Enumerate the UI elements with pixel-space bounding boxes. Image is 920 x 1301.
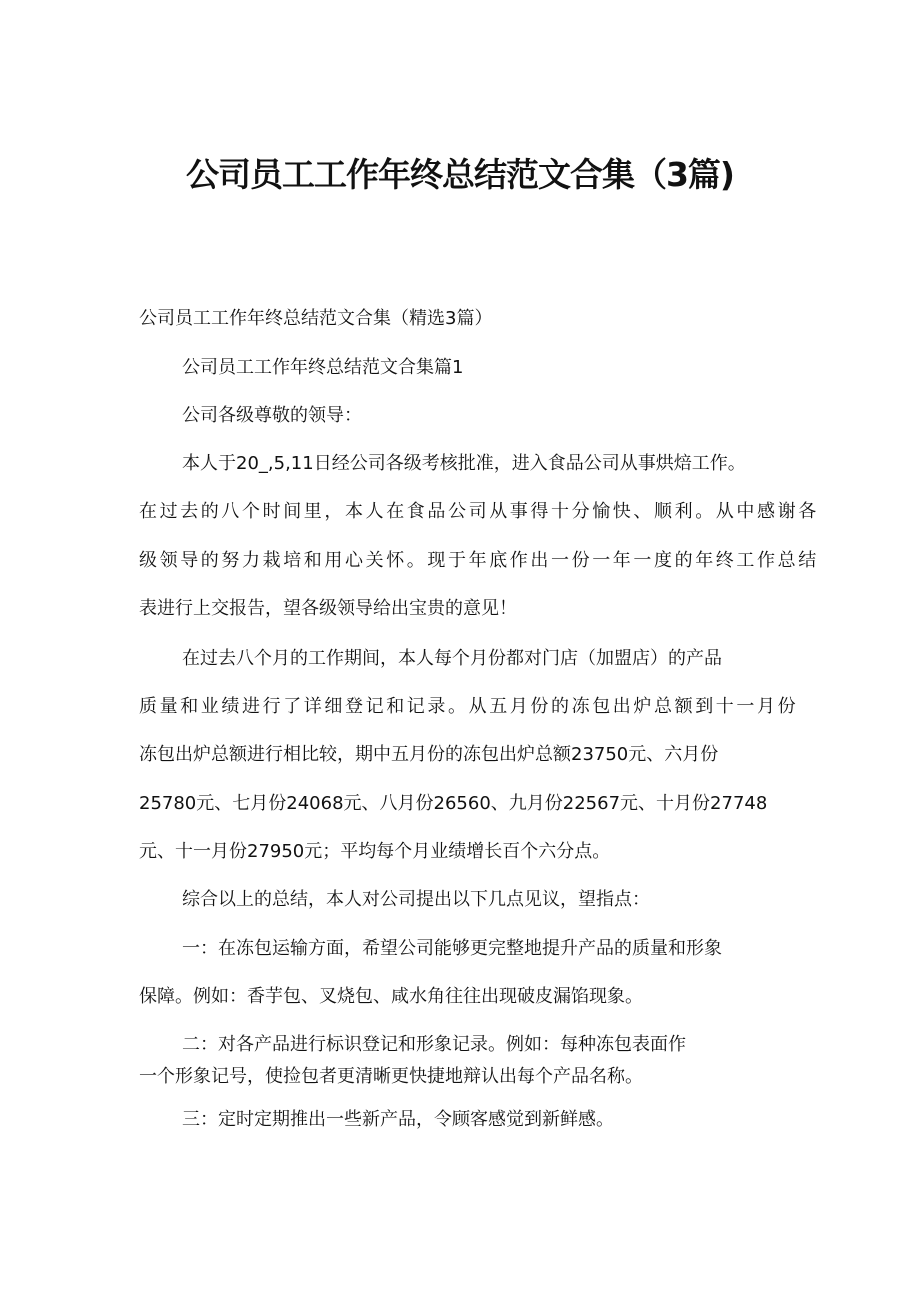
paragraph-line: 质量和业绩进行了详细登记和记录。从五月份的冻包出炉总额到十一月份 xyxy=(139,696,799,717)
suggestion-line: 三：定时定期推出一些新产品，令顾客感觉到新鲜感。 xyxy=(182,1109,614,1130)
suggestion-line: 保障。例如：香芋包、叉烧包、咸水角往往出现破皮漏馅现象。 xyxy=(139,986,643,1007)
document-title: 公司员工工作年终总结范文合集（3篇) xyxy=(185,155,735,194)
suggestion-line: 一个形象记号，使捡包者更清晰更快捷地辩认出每个产品名称。 xyxy=(139,1066,643,1087)
paragraph-line: 冻包出炉总额进行相比较，期中五月份的冻包出炉总额23750元、六月份 xyxy=(139,744,719,765)
paragraph-line: 在过去八个月的工作期间，本人每个月份都对门店（加盟店）的产品 xyxy=(182,648,722,669)
paragraph-line: 级领导的努力栽培和用心关怀。现于年底作出一份一年一度的年终工作总结 xyxy=(139,550,819,571)
paragraph-line: 元、十一月份27950元；平均每个月业绩增长百个六分点。 xyxy=(139,841,611,862)
paragraph-line: 25780元、七月份24068元、八月份26560、九月份22567元、十月份27748 xyxy=(139,793,768,814)
paragraph-line: 表进行上交报告，望各级领导给出宝贵的意见！ xyxy=(139,598,517,619)
section-heading: 公司员工工作年终总结范文合集篇1 xyxy=(182,357,464,378)
suggestion-line: 二：对各产品进行标识登记和形象记录。例如：每种冻包表面作 xyxy=(182,1034,686,1055)
paragraph-line: 综合以上的总结，本人对公司提出以下几点见议，望指点： xyxy=(182,889,650,910)
document-subtitle: 公司员工工作年终总结范文合集（精选3篇） xyxy=(139,308,493,329)
paragraph-line: 在过去的八个时间里，本人在食品公司从事得十分愉快、顺利。从中感谢各 xyxy=(139,501,819,522)
salutation: 公司各级尊敬的领导： xyxy=(182,405,362,426)
paragraph-line: 本人于20_,5,11日经公司各级考核批准，进入食品公司从事烘焙工作。 xyxy=(182,453,746,474)
suggestion-line: 一：在冻包运输方面，希望公司能够更完整地提升产品的质量和形象 xyxy=(182,938,722,959)
